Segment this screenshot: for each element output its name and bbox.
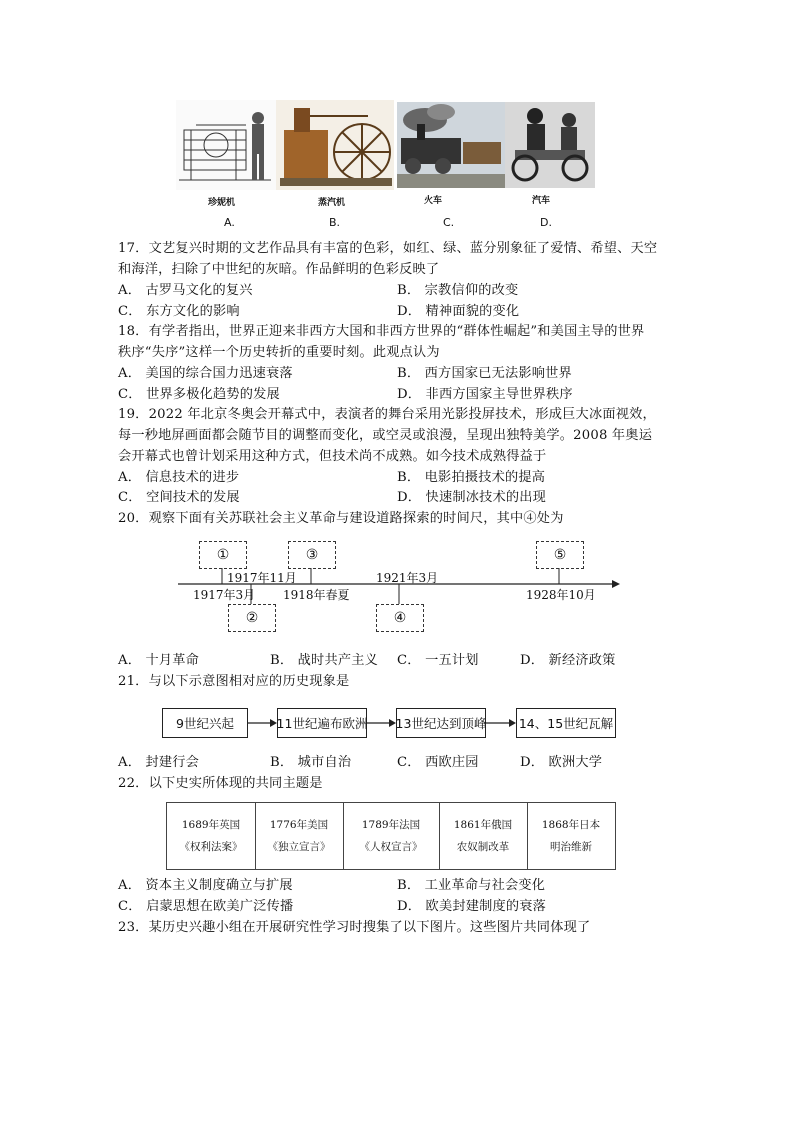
q18-stem-line1: 18．有学者指出，世界正迎来非西方大国和非西方世界的“群体性崛起”和美国主导的世界 [118,324,645,339]
timeline-label-1917-nov: 1917年11月 [227,571,297,585]
q22-option-c[interactable]: C． 启蒙思想在欧美广泛传播 [118,899,294,914]
table-cell-russia [439,803,528,869]
q22-option-d[interactable]: D． 欧美封建制度的衰落 [397,899,547,914]
flow-arrows [0,700,794,744]
q18-option-b[interactable]: B． 西方国家已无法影响世界 [397,366,572,381]
image-d-letter: D. [540,216,552,229]
timeline-box-4: ④ [376,604,424,632]
cell-event: 1689年英国 [181,819,241,831]
q21-option-d[interactable]: D． 欧洲大学 [520,755,603,770]
q17-option-b[interactable]: B． 宗教信仰的改变 [397,283,519,298]
q20-stem: 20．观察下面有关苏联社会主义革命与建设道路探索的时间尺，其中④处为 [118,511,564,526]
timeline-label-1917-mar: 1917年3月 [193,588,256,602]
table-cell-france [343,803,440,869]
q19-option-c[interactable]: C． 空间技术的发展 [118,490,240,505]
image-a-caption: 珍妮机 [208,198,236,208]
timeline-box-1: ① [199,541,247,569]
image-b-caption: 蒸汽机 [318,198,346,208]
timeline-box-5: ⑤ [536,541,584,569]
cell-event: 1776年美国 [269,819,329,831]
q20-option-b[interactable]: B． 战时共产主义 [270,653,378,668]
q22-stem: 22．以下史实所体现的共同主题是 [118,776,323,791]
q17-stem-line1: 17．文艺复兴时期的文艺作品具有丰富的色彩，如红、绿、蓝分别象征了爱情、希望、天空 [118,241,658,256]
timeline-label-1928-oct: 1928年10月 [526,588,596,602]
q17-option-a[interactable]: A． 古罗马文化的复兴 [118,283,253,298]
flow-step-3: 13世纪达到顶峰 [396,708,486,738]
q17-stem-line2: 和海洋，扫除了中世纪的灰暗。作品鲜明的色彩反映了 [118,262,440,277]
cell-document: 《人权宣言》 [359,841,423,853]
q21-option-c[interactable]: C． 西欧庄园 [397,755,479,770]
q22-option-b[interactable]: B． 工业革命与社会变化 [397,878,546,893]
image-c-caption: 火车 [424,196,443,206]
table-cell-england [167,803,256,869]
q21-option-b[interactable]: B． 城市自治 [270,755,352,770]
timeline-box-2: ② [228,604,276,632]
q19-option-d[interactable]: D． 快速制冰技术的出现 [397,490,547,505]
flow-step-1: 9世纪兴起 [162,708,248,738]
cell-event: 1789年法国 [361,819,421,831]
q22-option-a[interactable]: A． 资本主义制度确立与扩展 [118,878,293,893]
q21-option-a[interactable]: A． 封建行会 [118,755,200,770]
q20-option-c[interactable]: C． 一五计划 [397,653,479,668]
history-events-table [166,802,616,870]
flow-step-2: 11世纪遍布欧洲 [277,708,367,738]
cell-event: 1868年日本 [541,819,601,831]
table-cell-japan [527,803,615,869]
timeline-box-3: ③ [288,541,336,569]
image-d-caption: 汽车 [532,196,551,206]
cell-event: 1861年俄国 [453,819,513,831]
q19-stem-line1: 19．2022 年北京冬奥会开幕式中，表演者的舞台采用光影投屏技术，形成巨大冰面视效， [118,407,656,422]
q18-stem-line2: 秩序“失序”这样一个历史转折的重要时刻。此观点认为 [118,345,440,360]
timeline-label-1918-spring-summer: 1918年春夏 [283,588,350,602]
q19-stem-line2: 每一秒地屏画面都会随节目的调整而变化，或空灵或浪漫，呈现出独特美学。2008 年奥运 [118,428,653,443]
image-a-letter: A. [224,216,235,229]
timeline-label-1921-mar: 1921年3月 [376,571,439,585]
q20-option-a[interactable]: A． 十月革命 [118,653,200,668]
q17-option-c[interactable]: C． 东方文化的影响 [118,304,240,319]
q18-option-a[interactable]: A． 美国的综合国力迅速衰落 [118,366,293,381]
q20-option-d[interactable]: D． 新经济政策 [520,653,616,668]
cell-document: 明治维新 [550,841,592,853]
q17-option-d[interactable]: D． 精神面貌的变化 [397,304,520,319]
image-c-letter: C. [443,216,455,229]
cell-document: 《独立宣言》 [267,841,331,853]
image-b-letter: B. [329,216,341,229]
q23-stem: 23．某历史兴趣小组在开展研究性学习时搜集了以下图片。这些图片共同体现了 [118,920,591,935]
cell-document: 农奴制改革 [456,841,510,853]
q18-option-c[interactable]: C． 世界多极化趋势的发展 [118,387,280,402]
q18-option-d[interactable]: D． 非西方国家主导世界秩序 [397,387,573,402]
q21-stem: 21．与以下示意图相对应的历史现象是 [118,674,350,689]
cell-document: 《权利法案》 [179,841,243,853]
q19-stem-line3: 会开幕式也曾计划采用这种方式，但技术尚不成熟。如今技术成熟得益于 [118,449,547,464]
table-cell-usa [255,803,344,869]
flow-step-4: 14、15世纪瓦解 [516,708,616,738]
q19-option-a[interactable]: A． 信息技术的进步 [118,470,240,485]
q19-option-b[interactable]: B． 电影拍摄技术的提高 [397,470,546,485]
